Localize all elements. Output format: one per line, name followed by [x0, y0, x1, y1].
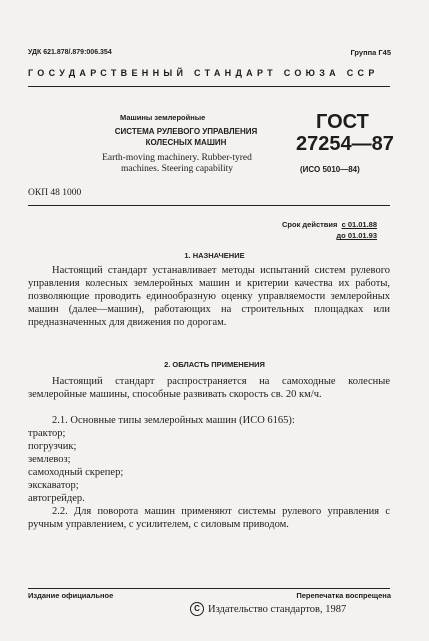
title-english: [72, 153, 282, 175]
top-rule: [28, 86, 390, 87]
section-2-paragraph: Настоящий стандарт распространяется на самоходные колесные землеройные машины, способные развивать скорость св. 20 км/ч.: [28, 376, 390, 400]
reprint-notice: Перепечатка воспрещена: [296, 591, 391, 600]
list-item: погрузчик;: [28, 441, 77, 452]
list-item: трактор;: [28, 428, 66, 439]
title-english-line2: machines. Steering capability: [120, 164, 234, 174]
title-english-line1: Earth-moving machinery. Rubber-tyred: [102, 153, 252, 163]
group-code: Группа Г45: [350, 48, 391, 57]
section-1-paragraph: Настоящий стандарт устанавливает методы испытаний систем рулевого управления колесных землеройных машин и критерии качества их работы, позволяющие проводить единообразную оценку управляемости землеройных машин (далее—машин), работающих на строительных площадках или предназначенных для движения по дорогам.: [28, 265, 390, 328]
machine-types-list: [28, 414, 390, 505]
section-2-text: [28, 375, 390, 401]
list-item: автогрейдер.: [28, 493, 85, 504]
section-2-2-text: [28, 505, 390, 531]
section-2-heading: 2. ОБЛАСТЬ ПРИМЕНЕНИЯ: [164, 360, 265, 369]
list-item: самоходный скрепер;: [28, 467, 124, 478]
section-1-text: [28, 264, 390, 329]
validity-label: Срок действия: [282, 220, 338, 229]
copyright-text: Издательство стандартов, 1987: [208, 603, 347, 615]
validity-from: с 01.01.88: [341, 220, 378, 229]
iso-reference: (ИСО 5010—84): [300, 165, 360, 174]
title-main: [86, 126, 286, 148]
copyright-line: [190, 602, 346, 616]
gost-number: 27254—87: [296, 133, 394, 155]
section-2-1: 2.1. Основные типы землеройных машин (ИСО 6165):: [52, 415, 295, 426]
gost-label: ГОСТ: [316, 111, 369, 133]
middle-rule: [28, 205, 390, 206]
standard-banner: ГОСУДАРСТВЕННЫЙ СТАНДАРТ СОЮЗА ССР: [28, 68, 379, 78]
section-2-2-paragraph: 2.2. Для поворота машин применяют системы рулевого управления с ручным управлением, с усилителем, с силовым приводом.: [28, 506, 390, 530]
title-main-line2: КОЛЕСНЫХ МАШИН: [145, 138, 227, 147]
title-main-line1: СИСТЕМА РУЛЕВОГО УПРАВЛЕНИЯ: [114, 127, 258, 136]
footer-rule: [28, 588, 390, 589]
copyright-icon: C: [190, 602, 204, 616]
section-1-heading: 1. НАЗНАЧЕНИЕ: [184, 251, 245, 260]
udk-code: УДК 621.878/.879:006.354: [28, 49, 112, 56]
validity-to: до 01.01.93: [336, 231, 378, 240]
official-edition: Издание официальное: [28, 591, 114, 600]
validity-period: [282, 219, 377, 241]
list-item: экскаватор;: [28, 480, 79, 491]
okp-code: ОКП 48 1000: [28, 188, 82, 198]
title-category: Машины землеройные: [120, 113, 206, 122]
list-item: землевоз;: [28, 454, 71, 465]
